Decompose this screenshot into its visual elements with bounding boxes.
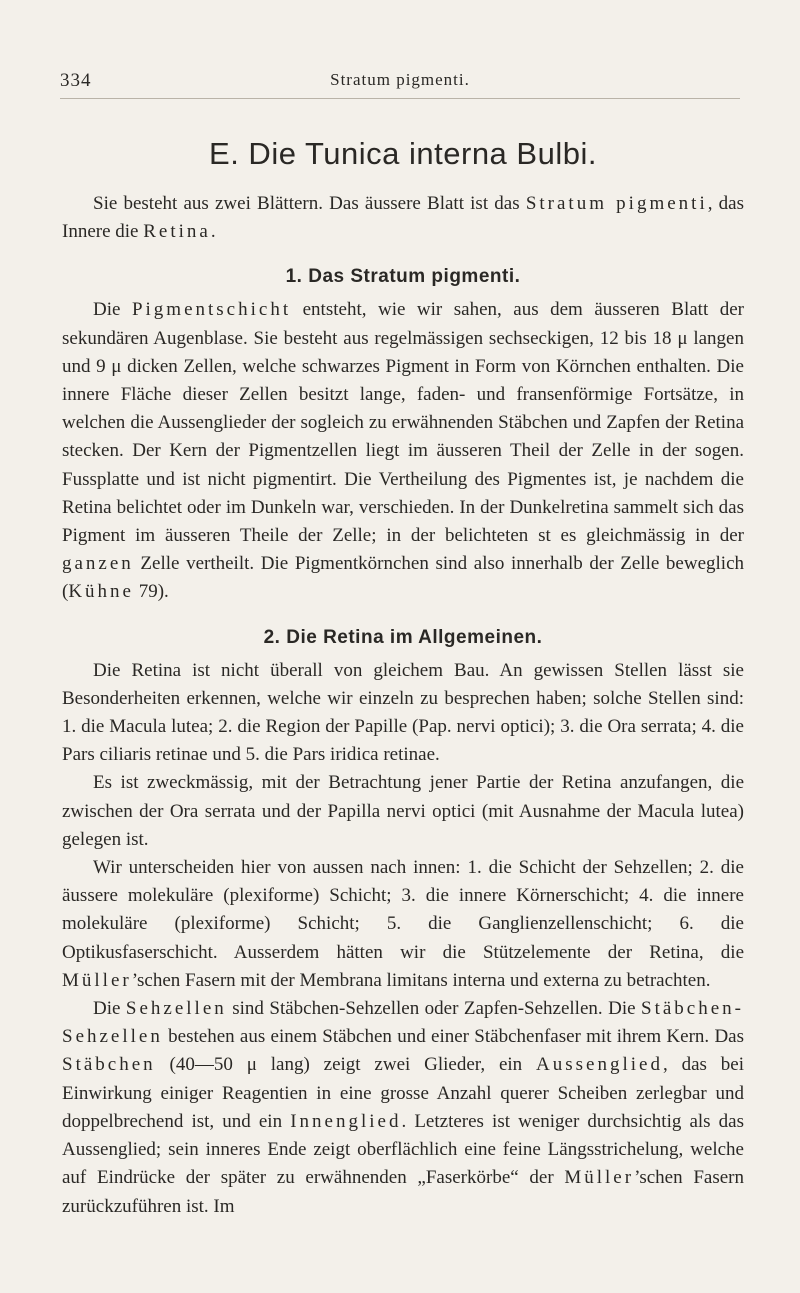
layers-text: Wir unterscheiden hier von aussen nach innen: 1. die Schicht der Sehzellen; 2. die äussere molekuläre (plexiforme) Schicht; 3. die innere Körnerschicht; 4. die innere molekuläre (plexiforme) Schicht; 5. die Ganglienzellenschicht; 6. die Optikusfaserschicht. Ausserdem hätten wir die Stützelemente der Retina, die	[62, 857, 744, 963]
retina-paragraph-3	[62, 854, 744, 995]
reference-79: 79).	[133, 581, 169, 603]
sehzellen-lead: Die	[93, 998, 126, 1020]
sehzellen-text-1: sind Stäbchen-Sehzellen oder Zapfen-Sehzellen. Die	[226, 998, 642, 1020]
sehzellen-text-2: bestehen aus einem Stäbchen und einer Stäbchenfaser mit ihrem Kern. Das	[162, 1026, 744, 1048]
author-kuehne: Kühne	[68, 581, 134, 603]
term-pigmentschicht: Pigmentschicht	[131, 299, 292, 321]
pigment-body: entsteht, wie wir sahen, aus dem äusseren Blatt der sekundären Augenblase. Sie besteht aus regelmässigen sechseckigen, 12 bis 18 μ langen und 9 μ dicken Zellen, welche schwarzes Pigment in Form von Körnchen enthalten. Die innere Fläche dieser Zellen besitzt lange, faden- und fransenförmige Fortsätze, in welchen die Aussenglieder der sogleich zu erwähnenden Stäbchen und Zapfen der Retina stecken. Der Kern der Pigmentzellen liegt im äusseren Theil der Zelle in der sogen. Fussplatte und ist nicht pigmentirt. Die Vertheilung des Pigmentes ist, je nachdem die Retina belichtet oder im Dunkeln war, verschieden. In der Dunkelretina sammelt sich das Pigment im äusseren Theile der Zelle; in der belichteten st es gleichmässig in der	[62, 299, 744, 547]
pigment-body-2: Zelle vertheilt. Die Pigmentkörnchen sind also innerhalb der Zelle beweglich (	[62, 553, 744, 603]
term-retina: Retina	[143, 221, 211, 243]
sehzellen-text-4: , das bei Einwirkung einiger Reagentien in eine grosse Anzahl querer Scheiben zerlegbar und doppelbrechend ist, und ein	[62, 1054, 744, 1132]
term-stratum-pigmenti: Stratum pigmenti	[525, 193, 708, 214]
section-heading-retina: 2. Die Retina im Allgemeinen.	[263, 626, 543, 648]
pigment-lead: Die	[93, 299, 132, 321]
term-aussenglied: Aussenglied	[536, 1054, 663, 1076]
chapter-title: E. Die Tunica interna Bulbi.	[209, 136, 597, 171]
header-rule	[60, 98, 740, 99]
author-mueller-2: Müller	[564, 1167, 635, 1189]
author-mueller: Müller	[62, 969, 132, 991]
sehzellen-text-5: . Letzteres ist weniger durchsichtig als das Aussenglied; sein inneres Ende zeigt oberflächlich eine feine Längsstrichelung, welche auf Eindrücke der später zu erwähnenden „Faserkörbe“ der	[62, 1110, 744, 1189]
sehzellen-text-6: ’schen Fasern zurückzuführen ist. Im	[62, 1167, 744, 1217]
retina-paragraph-4	[62, 995, 744, 1221]
intro-text-3: .	[210, 221, 216, 243]
page-body	[62, 128, 744, 1221]
running-head	[0, 70, 800, 100]
running-title: Stratum pigmenti.	[330, 70, 470, 89]
intro-paragraph	[62, 190, 744, 246]
pigment-paragraph	[62, 296, 744, 606]
layers-tail: ’schen Fasern mit der Membrana limitans interna und externa zu betrachten.	[131, 969, 711, 991]
intro-text-2: , das Innere die	[62, 193, 745, 243]
term-staebchen-sehzellen: Stäbchen-Sehzellen	[62, 998, 744, 1048]
intro-text-1: Sie besteht aus zwei Blättern. Das äussere Blatt ist das	[93, 193, 526, 214]
sehzellen-text-3: (40—50 μ lang) zeigt zwei Glieder, ein	[155, 1054, 537, 1076]
term-sehzellen: Sehzellen	[125, 998, 227, 1020]
page-number: 334	[60, 70, 92, 91]
section-heading-stratum-pigmenti: 1. Das Stratum pigmenti.	[285, 266, 521, 288]
term-innenglied: Innenglied	[290, 1110, 402, 1132]
retina-paragraph-2: Es ist zweckmässig, mit der Betrachtung jener Partie der Retina anzufangen, die zwischen der Ora serrata und der Papilla nervi optici (mit Ausnahme der Macula lutea) gelegen ist.	[62, 772, 744, 850]
retina-paragraph-1: Die Retina ist nicht überall von gleichem Bau. An gewissen Stellen lässt sie Besonderheiten erkennen, welche wir einzeln zu besprechen haben; solche Stellen sind: 1. die Macula lutea; 2. die Region der Papille (Pap. nervi optici); 3. die Ora serrata; 4. die Pars ciliaris retinae und 5. die Pars iridica retinae.	[62, 659, 744, 766]
term-ganzen: ganzen	[62, 553, 134, 575]
term-staebchen: Stäbchen	[62, 1054, 156, 1076]
